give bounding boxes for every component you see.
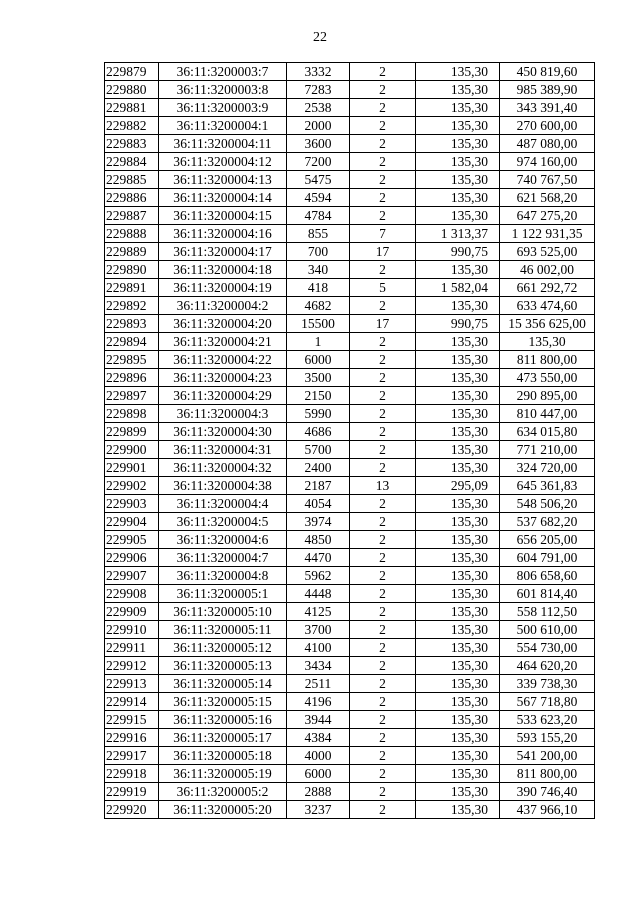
- cell-area: 4384: [287, 729, 350, 747]
- table-row: [105, 387, 595, 405]
- cell-area: 3237: [287, 801, 350, 819]
- cell-cadastral-number: 36:11:3200004:30: [159, 423, 287, 441]
- cell-record-number: 229915: [105, 711, 159, 729]
- cell-cadastral-value: 343 391,40: [500, 99, 595, 117]
- cell-group: 2: [350, 603, 416, 621]
- cell-group: 2: [350, 171, 416, 189]
- cell-area: 4594: [287, 189, 350, 207]
- cell-area: 2000: [287, 117, 350, 135]
- cell-cadastral-value: 661 292,72: [500, 279, 595, 297]
- cell-cadastral-value: 46 002,00: [500, 261, 595, 279]
- cell-area: 5962: [287, 567, 350, 585]
- cell-group: 2: [350, 675, 416, 693]
- cell-record-number: 229902: [105, 477, 159, 495]
- cell-group: 2: [350, 783, 416, 801]
- cell-cadastral-value: 634 015,80: [500, 423, 595, 441]
- cell-record-number: 229888: [105, 225, 159, 243]
- cell-cadastral-number: 36:11:3200005:12: [159, 639, 287, 657]
- cell-area: 7283: [287, 81, 350, 99]
- cell-cadastral-value: 554 730,00: [500, 639, 595, 657]
- cell-specific-value: 135,30: [416, 459, 500, 477]
- cell-area: 4054: [287, 495, 350, 513]
- table-row: [105, 225, 595, 243]
- cell-cadastral-number: 36:11:3200004:23: [159, 369, 287, 387]
- cell-group: 2: [350, 207, 416, 225]
- cell-group: 2: [350, 99, 416, 117]
- cell-cadastral-number: 36:11:3200004:5: [159, 513, 287, 531]
- cell-record-number: 229893: [105, 315, 159, 333]
- cell-cadastral-value: 135,30: [500, 333, 595, 351]
- cell-group: 2: [350, 693, 416, 711]
- cell-group: 2: [350, 639, 416, 657]
- table-row: [105, 171, 595, 189]
- cell-cadastral-value: 811 800,00: [500, 765, 595, 783]
- cell-cadastral-number: 36:11:3200003:7: [159, 63, 287, 81]
- cell-cadastral-number: 36:11:3200004:12: [159, 153, 287, 171]
- cell-record-number: 229887: [105, 207, 159, 225]
- cell-specific-value: 135,30: [416, 513, 500, 531]
- cell-record-number: 229916: [105, 729, 159, 747]
- cell-record-number: 229907: [105, 567, 159, 585]
- cell-record-number: 229904: [105, 513, 159, 531]
- cell-area: 855: [287, 225, 350, 243]
- cell-record-number: 229901: [105, 459, 159, 477]
- cell-cadastral-number: 36:11:3200004:38: [159, 477, 287, 495]
- cell-cadastral-number: 36:11:3200003:9: [159, 99, 287, 117]
- cell-record-number: 229898: [105, 405, 159, 423]
- cell-group: 2: [350, 423, 416, 441]
- cell-cadastral-value: 290 895,00: [500, 387, 595, 405]
- cell-area: 7200: [287, 153, 350, 171]
- cell-record-number: 229908: [105, 585, 159, 603]
- cell-group: 17: [350, 315, 416, 333]
- cell-specific-value: 135,30: [416, 765, 500, 783]
- cell-record-number: 229894: [105, 333, 159, 351]
- table-row: [105, 747, 595, 765]
- cell-specific-value: 135,30: [416, 171, 500, 189]
- cell-area: 700: [287, 243, 350, 261]
- cell-cadastral-value: 541 200,00: [500, 747, 595, 765]
- cell-specific-value: 135,30: [416, 729, 500, 747]
- cell-specific-value: 135,30: [416, 405, 500, 423]
- cell-cadastral-number: 36:11:3200004:16: [159, 225, 287, 243]
- cell-specific-value: 135,30: [416, 639, 500, 657]
- cell-group: 2: [350, 63, 416, 81]
- cell-area: 4196: [287, 693, 350, 711]
- cell-record-number: 229891: [105, 279, 159, 297]
- cell-specific-value: 1 582,04: [416, 279, 500, 297]
- cell-cadastral-value: 473 550,00: [500, 369, 595, 387]
- cell-group: 2: [350, 621, 416, 639]
- cell-specific-value: 135,30: [416, 63, 500, 81]
- cell-cadastral-number: 36:11:3200004:4: [159, 495, 287, 513]
- cell-area: 3944: [287, 711, 350, 729]
- cell-cadastral-number: 36:11:3200004:13: [159, 171, 287, 189]
- cell-cadastral-number: 36:11:3200004:3: [159, 405, 287, 423]
- table-row: [105, 783, 595, 801]
- cell-record-number: 229880: [105, 81, 159, 99]
- table-row: [105, 279, 595, 297]
- cell-specific-value: 1 313,37: [416, 225, 500, 243]
- cell-group: 7: [350, 225, 416, 243]
- cell-group: 2: [350, 333, 416, 351]
- cell-specific-value: 135,30: [416, 585, 500, 603]
- cell-cadastral-number: 36:11:3200005:17: [159, 729, 287, 747]
- cell-specific-value: 135,30: [416, 603, 500, 621]
- cell-record-number: 229914: [105, 693, 159, 711]
- cell-specific-value: 990,75: [416, 243, 500, 261]
- cell-area: 4682: [287, 297, 350, 315]
- cell-specific-value: 990,75: [416, 315, 500, 333]
- cell-cadastral-value: 985 389,90: [500, 81, 595, 99]
- table-row: [105, 153, 595, 171]
- cell-specific-value: 135,30: [416, 189, 500, 207]
- cell-group: 2: [350, 513, 416, 531]
- cell-area: 340: [287, 261, 350, 279]
- cell-cadastral-number: 36:11:3200004:22: [159, 351, 287, 369]
- cell-area: 3434: [287, 657, 350, 675]
- cell-cadastral-value: 450 819,60: [500, 63, 595, 81]
- cell-specific-value: 135,30: [416, 783, 500, 801]
- cell-record-number: 229890: [105, 261, 159, 279]
- cell-specific-value: 135,30: [416, 747, 500, 765]
- cell-specific-value: 135,30: [416, 441, 500, 459]
- cell-cadastral-number: 36:11:3200005:10: [159, 603, 287, 621]
- cell-cadastral-number: 36:11:3200004:7: [159, 549, 287, 567]
- cell-area: 15500: [287, 315, 350, 333]
- cell-cadastral-value: 464 620,20: [500, 657, 595, 675]
- cell-group: 2: [350, 801, 416, 819]
- cell-group: 2: [350, 765, 416, 783]
- cell-area: 4448: [287, 585, 350, 603]
- cell-group: 2: [350, 585, 416, 603]
- cell-area: 2888: [287, 783, 350, 801]
- cell-specific-value: 135,30: [416, 261, 500, 279]
- cell-cadastral-number: 36:11:3200005:18: [159, 747, 287, 765]
- cell-group: 2: [350, 549, 416, 567]
- table-row: [105, 189, 595, 207]
- cell-group: 2: [350, 657, 416, 675]
- cell-specific-value: 135,30: [416, 99, 500, 117]
- table-row: [105, 657, 595, 675]
- cell-record-number: 229913: [105, 675, 159, 693]
- cell-specific-value: 135,30: [416, 351, 500, 369]
- cell-cadastral-value: 810 447,00: [500, 405, 595, 423]
- cell-group: 2: [350, 711, 416, 729]
- cell-record-number: 229882: [105, 117, 159, 135]
- cell-record-number: 229881: [105, 99, 159, 117]
- table-row: [105, 441, 595, 459]
- cell-area: 1: [287, 333, 350, 351]
- cell-group: 2: [350, 459, 416, 477]
- table-row: [105, 99, 595, 117]
- page-number: 22: [313, 30, 327, 45]
- cell-specific-value: 135,30: [416, 117, 500, 135]
- table-body: [105, 63, 595, 819]
- cell-specific-value: 135,30: [416, 801, 500, 819]
- table-row: [105, 351, 595, 369]
- cell-record-number: 229909: [105, 603, 159, 621]
- table-row: [105, 567, 595, 585]
- cell-cadastral-value: 811 800,00: [500, 351, 595, 369]
- cell-group: 2: [350, 369, 416, 387]
- cell-area: 4686: [287, 423, 350, 441]
- cell-record-number: 229885: [105, 171, 159, 189]
- cell-area: 418: [287, 279, 350, 297]
- cell-cadastral-value: 974 160,00: [500, 153, 595, 171]
- cell-cadastral-number: 36:11:3200004:32: [159, 459, 287, 477]
- cell-cadastral-number: 36:11:3200004:20: [159, 315, 287, 333]
- cell-area: 4470: [287, 549, 350, 567]
- cell-area: 5475: [287, 171, 350, 189]
- cell-group: 2: [350, 387, 416, 405]
- cell-area: 4784: [287, 207, 350, 225]
- cell-specific-value: 135,30: [416, 369, 500, 387]
- cell-group: 2: [350, 261, 416, 279]
- cell-cadastral-value: 567 718,80: [500, 693, 595, 711]
- cell-cadastral-number: 36:11:3200003:8: [159, 81, 287, 99]
- cell-record-number: 229906: [105, 549, 159, 567]
- cell-specific-value: 135,30: [416, 531, 500, 549]
- table-row: [105, 81, 595, 99]
- cell-group: 2: [350, 351, 416, 369]
- table-row: [105, 63, 595, 81]
- cell-cadastral-value: 339 738,30: [500, 675, 595, 693]
- cell-specific-value: 135,30: [416, 657, 500, 675]
- cell-specific-value: 135,30: [416, 693, 500, 711]
- cell-specific-value: 135,30: [416, 567, 500, 585]
- table-row: [105, 729, 595, 747]
- cell-area: 2150: [287, 387, 350, 405]
- cell-area: 2538: [287, 99, 350, 117]
- table-row: [105, 549, 595, 567]
- cell-specific-value: 295,09: [416, 477, 500, 495]
- cell-cadastral-number: 36:11:3200004:31: [159, 441, 287, 459]
- table-row: [105, 765, 595, 783]
- cell-group: 2: [350, 729, 416, 747]
- cell-record-number: 229884: [105, 153, 159, 171]
- cell-cadastral-number: 36:11:3200005:1: [159, 585, 287, 603]
- cell-cadastral-number: 36:11:3200004:18: [159, 261, 287, 279]
- cell-cadastral-number: 36:11:3200004:6: [159, 531, 287, 549]
- table-row: [105, 405, 595, 423]
- cell-record-number: 229899: [105, 423, 159, 441]
- cell-area: 3332: [287, 63, 350, 81]
- table-row: [105, 801, 595, 819]
- cell-specific-value: 135,30: [416, 675, 500, 693]
- cell-area: 6000: [287, 351, 350, 369]
- cell-area: 4125: [287, 603, 350, 621]
- cell-specific-value: 135,30: [416, 297, 500, 315]
- table-row: [105, 333, 595, 351]
- cell-record-number: 229919: [105, 783, 159, 801]
- cell-area: 2187: [287, 477, 350, 495]
- cell-record-number: 229896: [105, 369, 159, 387]
- cell-specific-value: 135,30: [416, 333, 500, 351]
- table-row: [105, 531, 595, 549]
- cell-record-number: 229912: [105, 657, 159, 675]
- cell-cadastral-value: 390 746,40: [500, 783, 595, 801]
- cadastral-value-table: [104, 62, 595, 819]
- cell-cadastral-value: 548 506,20: [500, 495, 595, 513]
- cell-group: 2: [350, 747, 416, 765]
- cell-specific-value: 135,30: [416, 423, 500, 441]
- table-row: [105, 459, 595, 477]
- cell-group: 2: [350, 135, 416, 153]
- cell-cadastral-value: 647 275,20: [500, 207, 595, 225]
- cell-cadastral-value: 533 623,20: [500, 711, 595, 729]
- table-row: [105, 423, 595, 441]
- cell-record-number: 229897: [105, 387, 159, 405]
- table-row: [105, 207, 595, 225]
- cell-cadastral-value: 15 356 625,00: [500, 315, 595, 333]
- cell-record-number: 229900: [105, 441, 159, 459]
- cell-cadastral-number: 36:11:3200005:16: [159, 711, 287, 729]
- cell-cadastral-number: 36:11:3200005:13: [159, 657, 287, 675]
- cell-cadastral-number: 36:11:3200004:15: [159, 207, 287, 225]
- cell-cadastral-value: 437 966,10: [500, 801, 595, 819]
- cell-area: 2511: [287, 675, 350, 693]
- cell-cadastral-value: 487 080,00: [500, 135, 595, 153]
- cell-specific-value: 135,30: [416, 549, 500, 567]
- table-row: [105, 711, 595, 729]
- cell-record-number: 229879: [105, 63, 159, 81]
- cell-cadastral-number: 36:11:3200004:1: [159, 117, 287, 135]
- cell-specific-value: 135,30: [416, 135, 500, 153]
- cell-cadastral-value: 771 210,00: [500, 441, 595, 459]
- cell-cadastral-number: 36:11:3200004:14: [159, 189, 287, 207]
- cell-cadastral-value: 593 155,20: [500, 729, 595, 747]
- cell-area: 4000: [287, 747, 350, 765]
- cell-group: 13: [350, 477, 416, 495]
- cell-area: 3700: [287, 621, 350, 639]
- cell-cadastral-value: 656 205,00: [500, 531, 595, 549]
- cell-cadastral-number: 36:11:3200004:11: [159, 135, 287, 153]
- cell-group: 2: [350, 117, 416, 135]
- cell-cadastral-value: 693 525,00: [500, 243, 595, 261]
- table-row: [105, 675, 595, 693]
- cell-group: 2: [350, 405, 416, 423]
- cell-area: 3974: [287, 513, 350, 531]
- table-row: [105, 513, 595, 531]
- cell-group: 2: [350, 441, 416, 459]
- cell-cadastral-number: 36:11:3200004:21: [159, 333, 287, 351]
- cell-specific-value: 135,30: [416, 621, 500, 639]
- cell-cadastral-value: 621 568,20: [500, 189, 595, 207]
- cell-cadastral-number: 36:11:3200005:20: [159, 801, 287, 819]
- cell-cadastral-value: 270 600,00: [500, 117, 595, 135]
- cell-cadastral-value: 324 720,00: [500, 459, 595, 477]
- cell-specific-value: 135,30: [416, 711, 500, 729]
- cell-record-number: 229910: [105, 621, 159, 639]
- cell-group: 2: [350, 567, 416, 585]
- cell-group: 5: [350, 279, 416, 297]
- cell-cadastral-number: 36:11:3200004:19: [159, 279, 287, 297]
- cell-cadastral-number: 36:11:3200005:19: [159, 765, 287, 783]
- cell-specific-value: 135,30: [416, 81, 500, 99]
- cell-group: 2: [350, 531, 416, 549]
- cell-record-number: 229903: [105, 495, 159, 513]
- cell-record-number: 229895: [105, 351, 159, 369]
- cell-area: 5700: [287, 441, 350, 459]
- cell-group: 2: [350, 297, 416, 315]
- cell-cadastral-value: 601 814,40: [500, 585, 595, 603]
- cell-area: 4850: [287, 531, 350, 549]
- cell-cadastral-number: 36:11:3200005:15: [159, 693, 287, 711]
- cell-cadastral-value: 633 474,60: [500, 297, 595, 315]
- cell-group: 2: [350, 153, 416, 171]
- cell-group: 2: [350, 81, 416, 99]
- cell-area: 4100: [287, 639, 350, 657]
- cell-cadastral-value: 537 682,20: [500, 513, 595, 531]
- cell-cadastral-number: 36:11:3200004:2: [159, 297, 287, 315]
- cell-group: 17: [350, 243, 416, 261]
- cell-cadastral-number: 36:11:3200005:2: [159, 783, 287, 801]
- cell-area: 3600: [287, 135, 350, 153]
- cell-area: 3500: [287, 369, 350, 387]
- table-row: [105, 639, 595, 657]
- cell-record-number: 229918: [105, 765, 159, 783]
- cell-record-number: 229911: [105, 639, 159, 657]
- table-row: [105, 693, 595, 711]
- cell-specific-value: 135,30: [416, 387, 500, 405]
- table-row: [105, 261, 595, 279]
- cell-record-number: 229886: [105, 189, 159, 207]
- cell-cadastral-number: 36:11:3200004:17: [159, 243, 287, 261]
- cell-cadastral-value: 604 791,00: [500, 549, 595, 567]
- table-row: [105, 369, 595, 387]
- cell-area: 2400: [287, 459, 350, 477]
- cell-cadastral-number: 36:11:3200005:11: [159, 621, 287, 639]
- cell-area: 6000: [287, 765, 350, 783]
- table-row: [105, 135, 595, 153]
- cell-area: 5990: [287, 405, 350, 423]
- cell-cadastral-value: 740 767,50: [500, 171, 595, 189]
- cell-group: 2: [350, 495, 416, 513]
- cell-record-number: 229917: [105, 747, 159, 765]
- cell-record-number: 229920: [105, 801, 159, 819]
- cell-specific-value: 135,30: [416, 207, 500, 225]
- cell-cadastral-value: 500 610,00: [500, 621, 595, 639]
- cell-cadastral-number: 36:11:3200004:8: [159, 567, 287, 585]
- cell-specific-value: 135,30: [416, 153, 500, 171]
- cell-record-number: 229883: [105, 135, 159, 153]
- cell-cadastral-number: 36:11:3200004:29: [159, 387, 287, 405]
- table-row: [105, 585, 595, 603]
- table-row: [105, 243, 595, 261]
- cell-record-number: 229905: [105, 531, 159, 549]
- table-row: [105, 315, 595, 333]
- cell-cadastral-value: 1 122 931,35: [500, 225, 595, 243]
- table-row: [105, 495, 595, 513]
- table-row: [105, 621, 595, 639]
- cell-record-number: 229889: [105, 243, 159, 261]
- cell-specific-value: 135,30: [416, 495, 500, 513]
- cell-cadastral-number: 36:11:3200005:14: [159, 675, 287, 693]
- table-row: [105, 477, 595, 495]
- table-row: [105, 117, 595, 135]
- cell-cadastral-value: 558 112,50: [500, 603, 595, 621]
- table-row: [105, 603, 595, 621]
- cell-record-number: 229892: [105, 297, 159, 315]
- cell-group: 2: [350, 189, 416, 207]
- table-row: [105, 297, 595, 315]
- cell-cadastral-value: 645 361,83: [500, 477, 595, 495]
- cell-cadastral-value: 806 658,60: [500, 567, 595, 585]
